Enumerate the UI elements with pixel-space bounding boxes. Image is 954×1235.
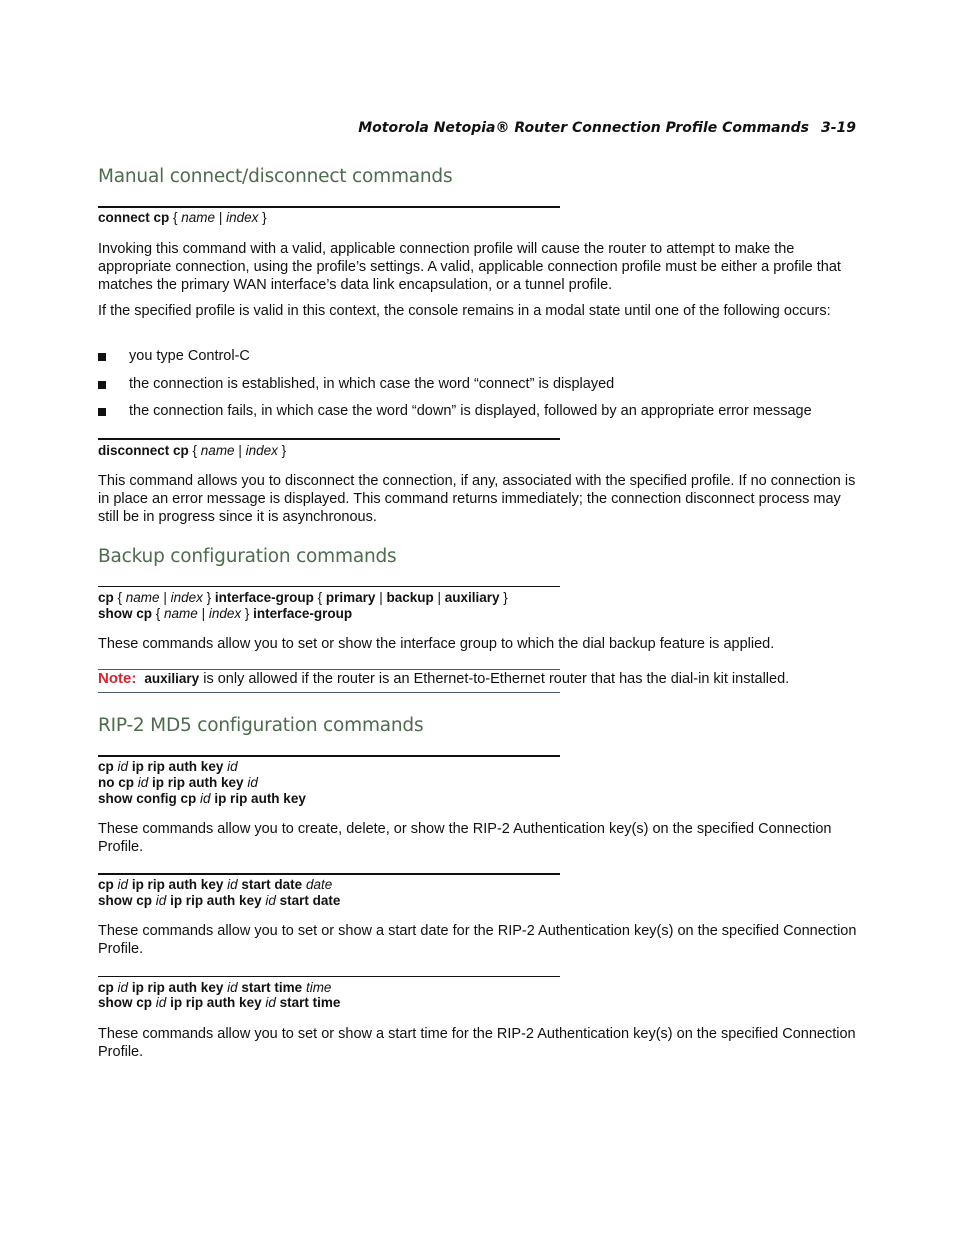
- cmd-param: date: [305, 877, 333, 892]
- cmd-keyword: start date: [241, 877, 303, 892]
- cmd-brace: }: [258, 210, 267, 225]
- cmd-brace: {: [152, 606, 165, 621]
- cmd-param: id: [247, 775, 258, 790]
- cmd-sep: |: [433, 590, 445, 605]
- cmd-keyword: auxiliary: [444, 590, 500, 605]
- connect-description: Invoking this command with a valid, applicable connection profile will cause the router to attempt to make the appropriate connection, using the profile’s settings. A valid, applicable connection profile must be either a profile that matches the primary WAN interface’s data link encapsulation, or a tunnel profile.: [98, 241, 841, 293]
- cmd-param: time: [305, 980, 332, 995]
- cmd-param: id: [155, 995, 167, 1010]
- bullet-item: you type Control-C: [129, 348, 250, 364]
- cmd-param: id: [117, 877, 129, 892]
- cmd-keyword: start time: [279, 995, 341, 1010]
- connect-command-syntax: [98, 210, 267, 226]
- section-heading-manual: Manual connect/disconnect commands: [98, 166, 453, 187]
- cmd-param: name: [164, 606, 198, 621]
- cmd-keyword: ip rip auth key: [170, 893, 262, 908]
- bullet-item: the connection is established, in which case the word “connect” is displayed: [129, 376, 615, 392]
- cmd-param: index: [245, 443, 278, 458]
- connect-modal-description: If the specified profile is valid in this context, the console remains in a modal state until one of the following occurs:: [98, 303, 831, 319]
- cmd-keyword: primary: [325, 590, 376, 605]
- command-rule: [98, 755, 560, 757]
- cmd-brace: {: [169, 210, 182, 225]
- cmd-param: id: [200, 791, 211, 806]
- cmd-param: index: [226, 210, 259, 225]
- rip-key-set-syntax: [98, 759, 238, 775]
- note-text: is only allowed if the router is an Ethernet-to-Ethernet router that has the dial-in kit installed.: [199, 671, 790, 687]
- cmd-keyword: show cp: [98, 995, 153, 1010]
- section-heading-rip: RIP-2 MD5 configuration commands: [98, 715, 424, 736]
- cmd-sep: |: [234, 443, 246, 458]
- cmd-param: name: [181, 210, 216, 225]
- cmd-keyword: ip rip auth key: [152, 775, 244, 790]
- rip-key-delete-syntax: [98, 775, 258, 791]
- cmd-keyword: ip rip auth key: [170, 995, 262, 1010]
- disconnect-command-syntax: [98, 443, 286, 459]
- running-header-title: Motorola Netopia® Router Connection Profile Commands: [358, 120, 809, 136]
- cmd-param: id: [137, 775, 149, 790]
- cmd-keyword: start time: [241, 980, 303, 995]
- cmd-sep: |: [215, 210, 227, 225]
- page-number: 3-19: [820, 120, 856, 136]
- cmd-keyword: cp: [98, 877, 114, 892]
- cmd-keyword: cp: [98, 590, 114, 605]
- cmd-keyword: no cp: [98, 775, 134, 790]
- rip-start-date-show-syntax: [98, 893, 340, 909]
- rip-start-date-set-syntax: [98, 877, 332, 893]
- cmd-keyword: ip rip auth key: [131, 980, 224, 995]
- cmd-keyword: ip rip auth key: [131, 759, 224, 774]
- rip-start-time-set-syntax: [98, 980, 331, 996]
- rip-key-description: These commands allow you to create, delete, or show the RIP-2 Authentication key(s) on the specified Connection Profile.: [98, 821, 832, 855]
- command-rule: [98, 873, 560, 875]
- cmd-brace: }: [499, 590, 508, 605]
- cmd-keyword: connect cp: [98, 210, 170, 225]
- running-header: [98, 120, 856, 136]
- cmd-keyword: start date: [279, 893, 341, 908]
- cmd-param: id: [117, 759, 129, 774]
- cmd-param: id: [227, 877, 238, 892]
- cmd-brace: }: [277, 443, 287, 458]
- cmd-brace: {: [113, 590, 126, 605]
- cmd-brace: {: [188, 443, 201, 458]
- bullet-marker: [98, 408, 106, 416]
- cmd-keyword: ip rip auth key: [131, 877, 224, 892]
- cmd-param: name: [200, 443, 235, 458]
- cmd-keyword: disconnect cp: [98, 443, 189, 458]
- cmd-keyword: interface-group: [214, 590, 314, 605]
- cmd-brace: }: [241, 606, 254, 621]
- cmd-keyword: interface-group: [253, 606, 353, 621]
- section-heading-backup: Backup configuration commands: [98, 546, 397, 567]
- cmd-param: id: [265, 893, 276, 908]
- rip-start-time-show-syntax: [98, 995, 340, 1011]
- cmd-keyword: cp: [98, 980, 114, 995]
- command-rule: [98, 586, 560, 587]
- note-keyword: auxiliary: [144, 671, 200, 686]
- cmd-sep: |: [375, 590, 387, 605]
- disconnect-description: This command allows you to disconnect the connection, if any, associated with the specified profile. If no connection is in place an error message is displayed. This command returns immediately; the connection disconnect process may still be in progress since it is asynchronous.: [98, 473, 856, 525]
- cmd-param: id: [265, 995, 276, 1010]
- cmd-keyword: show config cp: [98, 791, 197, 806]
- bullet-marker: [98, 381, 106, 389]
- rip-start-date-description: These commands allow you to set or show a start date for the RIP-2 Authentication key(s) on the specified Connection Profile.: [98, 923, 857, 957]
- cmd-param: index: [170, 590, 203, 605]
- cmd-keyword: ip rip auth key: [214, 791, 306, 806]
- cmd-sep: |: [197, 606, 209, 621]
- cmd-brace: }: [202, 590, 215, 605]
- note-rule-bottom: [98, 692, 560, 693]
- cmd-param: id: [227, 759, 238, 774]
- cmd-param: id: [117, 980, 129, 995]
- cmd-keyword: show cp: [98, 606, 153, 621]
- command-rule: [98, 438, 560, 440]
- backup-command-syntax-set: [98, 590, 508, 606]
- rip-start-time-description: These commands allow you to set or show a start time for the RIP-2 Authentication key(s) on the specified Connection Profile.: [98, 1026, 856, 1060]
- bullet-marker: [98, 353, 106, 361]
- cmd-param: id: [227, 980, 238, 995]
- cmd-keyword: cp: [98, 759, 114, 774]
- backup-command-syntax-show: [98, 606, 352, 622]
- cmd-sep: |: [159, 590, 171, 605]
- command-rule: [98, 206, 560, 208]
- cmd-param: name: [125, 590, 160, 605]
- command-rule: [98, 976, 560, 977]
- bullet-item: the connection fails, in which case the word “down” is displayed, followed by an appropriate error message: [129, 403, 812, 419]
- cmd-keyword: backup: [386, 590, 434, 605]
- backup-description: These commands allow you to set or show the interface group to which the dial backup feature is applied.: [98, 636, 775, 652]
- cmd-keyword: show cp: [98, 893, 153, 908]
- note-label: Note:: [98, 670, 137, 687]
- note-box: [98, 670, 789, 687]
- cmd-brace: {: [313, 590, 326, 605]
- cmd-param: id: [155, 893, 167, 908]
- rip-key-show-syntax: [98, 791, 306, 807]
- cmd-param: index: [208, 606, 242, 621]
